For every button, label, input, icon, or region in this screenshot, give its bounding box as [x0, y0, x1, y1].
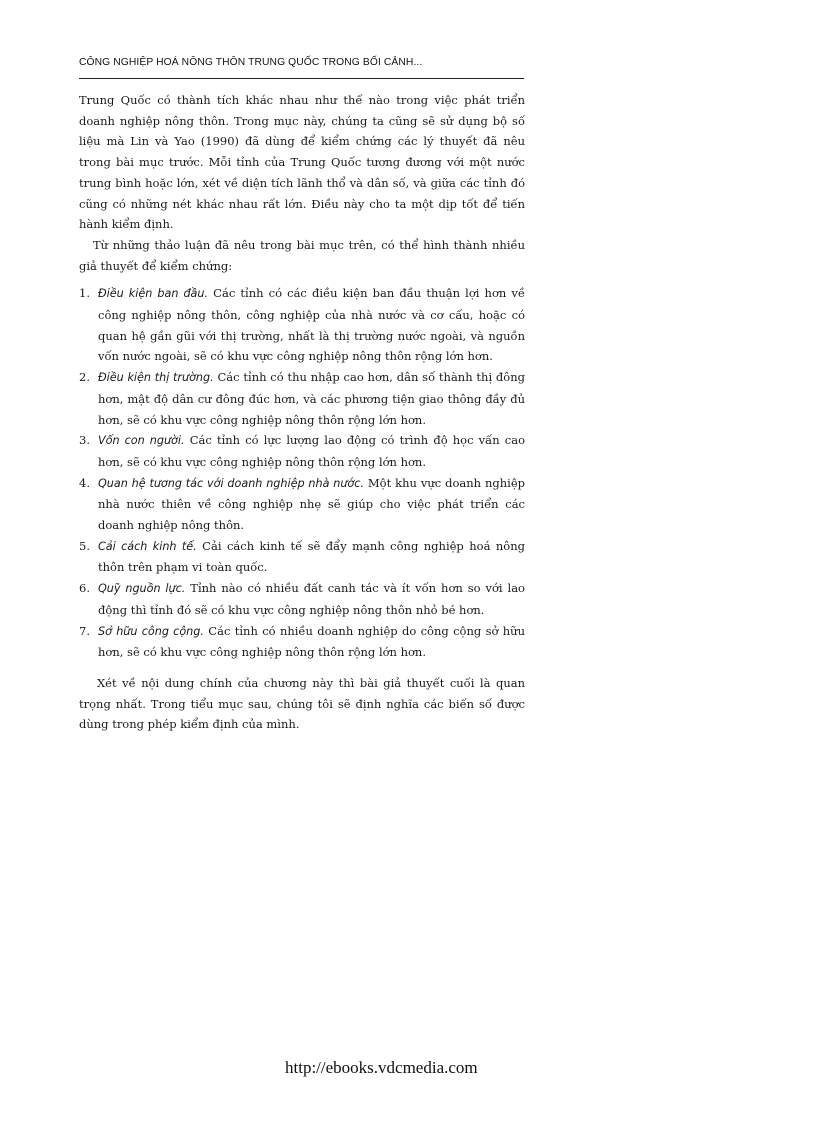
item-term: Cải cách kinh tế.	[98, 539, 197, 553]
running-header: CÔNG NGHIỆP HOÁ NÔNG THÔN TRUNG QUỐC TRONG BỐI CẢNH...	[79, 57, 423, 68]
item-text: Các tỉnh có nhiều doanh nghiệp do công cộng sở hữu hơn, sẽ có khu vực công nghiệp nông thôn rộng lớn hơn.	[98, 623, 525, 660]
body-paragraph-1: Trung Quốc có thành tích khác nhau như thế nào trong việc phát triển doanh nghiệp nông thôn. Trong mục này, chúng ta cũng sẽ sử dụng bộ số liệu mà Lin và Yao (1990) đã dùng để kiểm chứng các lý thuyết đã nêu trong bài mục trước. Mỗi tỉnh của Trung Quốc tương đương với một nước trung bình hoặc lớn, xét về diện tích lãnh thổ và dân số, và giữa các tỉnh đó cũng có những nét khác nhau rất lớn. Điều này cho ta một dịp tốt để tiến hành kiểm định.	[79, 93, 525, 232]
list-item	[79, 536, 525, 578]
footer-url: http://ebooks.vdcmedia.com	[285, 1058, 478, 1077]
item-text: Các tỉnh có thu nhập cao hơn, dân số thành thị đông hơn, mật độ dân cư đông đúc hơn, và các phương tiện giao thông đầy đủ hơn, sẽ có khu vực công nghiệp nông thôn rộng lớn hơn.	[98, 370, 525, 427]
list-item	[79, 430, 525, 472]
item-text: Tỉnh nào có nhiều đất canh tác và ít vốn hơn so với lao động thì tỉnh đó sẽ có khu vực công nghiệp nông thôn nhỏ bé hơn.	[98, 581, 525, 617]
item-number: 3.	[79, 433, 90, 448]
item-text: Cải cách kinh tế sẽ đẩy mạnh công nghiệp hoá nông thôn trên phạm vi toàn quốc.	[98, 538, 525, 575]
item-text: Một khu vực doanh nghiệp nhà nước thiên về công nghiệp nhẹ sẽ giúp cho việc phát triển các doanh nghiệp nông thôn.	[98, 475, 525, 533]
body-paragraph-2: Từ những thảo luận đã nêu trong bài mục trên, có thể hình thành nhiều giả thuyết để kiểm chứng:	[79, 237, 525, 273]
body-paragraph-3: Xét về nội dung chính của chương này thì bài giả thuyết cuối là quan trọng nhất. Trong tiểu mục sau, chúng tôi sẽ định nghĩa các biến số được dùng trong phép kiểm định của mình.	[79, 675, 525, 732]
item-number: 2.	[79, 370, 90, 385]
item-term: Vốn con người.	[98, 434, 185, 448]
list-item	[79, 367, 525, 430]
item-number: 1.	[79, 286, 90, 301]
item-term: Quỹ nguồn lực.	[98, 582, 186, 596]
list-item	[79, 578, 525, 620]
page-body	[79, 90, 525, 735]
item-number: 4.	[79, 475, 90, 490]
list-item	[79, 283, 525, 367]
list-item	[79, 621, 525, 663]
item-number: 6.	[79, 581, 90, 596]
item-number: 5.	[79, 538, 90, 553]
hypothesis-list	[79, 283, 525, 663]
item-term: Điều kiện ban đầu.	[98, 287, 209, 301]
item-text: Các tỉnh có các điều kiện ban đầu thuận lợi hơn về công nghiệp nông thôn, công nghiệp của nhà nước và cơ cấu, hoặc có quan hệ gần gũi với thị trường, nhất là thị trường nước ngoài, và nguồn vốn nước ngoài, sẽ có khu vực công nghiệp nông thôn rộng lớn hơn.	[98, 286, 525, 364]
item-term: Điều kiện thị trường.	[98, 371, 214, 385]
header-rule	[79, 78, 524, 79]
list-item	[79, 473, 525, 536]
item-number: 7.	[79, 623, 90, 638]
item-term: Quan hệ tương tác với doanh nghiệp nhà nước.	[98, 476, 364, 490]
item-term: Sở hữu công cộng.	[98, 624, 204, 638]
item-text: Các tỉnh có lực lượng lao động có trình độ học vấn cao hơn, sẽ có khu vực công nghiệp nông thôn rộng lớn hơn.	[98, 433, 525, 469]
